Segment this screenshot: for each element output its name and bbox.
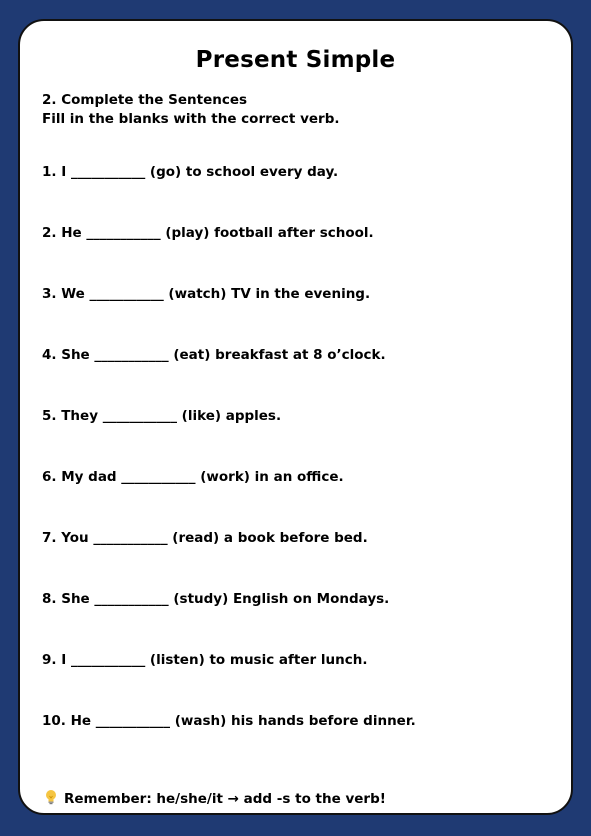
- section-heading: 2. Complete the Sentences: [42, 92, 248, 108]
- section-heading-block: [42, 91, 339, 129]
- sentence-item: 9. I ___________ (listen) to music after lunch.: [42, 652, 368, 668]
- sentence-item: 5. They ___________ (like) apples.: [42, 408, 282, 424]
- sentence-item: 10. He ___________ (wash) his hands before dinner.: [42, 713, 416, 729]
- remember-text: Remember: he/she/it → add -s to the verb!: [64, 791, 386, 807]
- remember-note: [44, 789, 386, 807]
- worksheet-title: Present Simple: [195, 47, 396, 73]
- sentence-item: 7. You ___________ (read) a book before bed.: [42, 530, 368, 546]
- lightbulb-icon: [44, 789, 58, 805]
- sentence-item: 2. He ___________ (play) football after school.: [42, 225, 374, 241]
- sentence-item: 8. She ___________ (study) English on Mondays.: [42, 591, 390, 607]
- sentence-item: 4. She ___________ (eat) breakfast at 8 o’clock.: [42, 347, 386, 363]
- sentence-list: [42, 162, 552, 772]
- sentence-item: 3. We ___________ (watch) TV in the evening.: [42, 286, 371, 302]
- sentence-item: 1. I ___________ (go) to school every day.: [42, 164, 339, 180]
- worksheet: [18, 19, 573, 815]
- sentence-item: 6. My dad ___________ (work) in an office.: [42, 469, 344, 485]
- section-instruction: Fill in the blanks with the correct verb.: [42, 111, 340, 127]
